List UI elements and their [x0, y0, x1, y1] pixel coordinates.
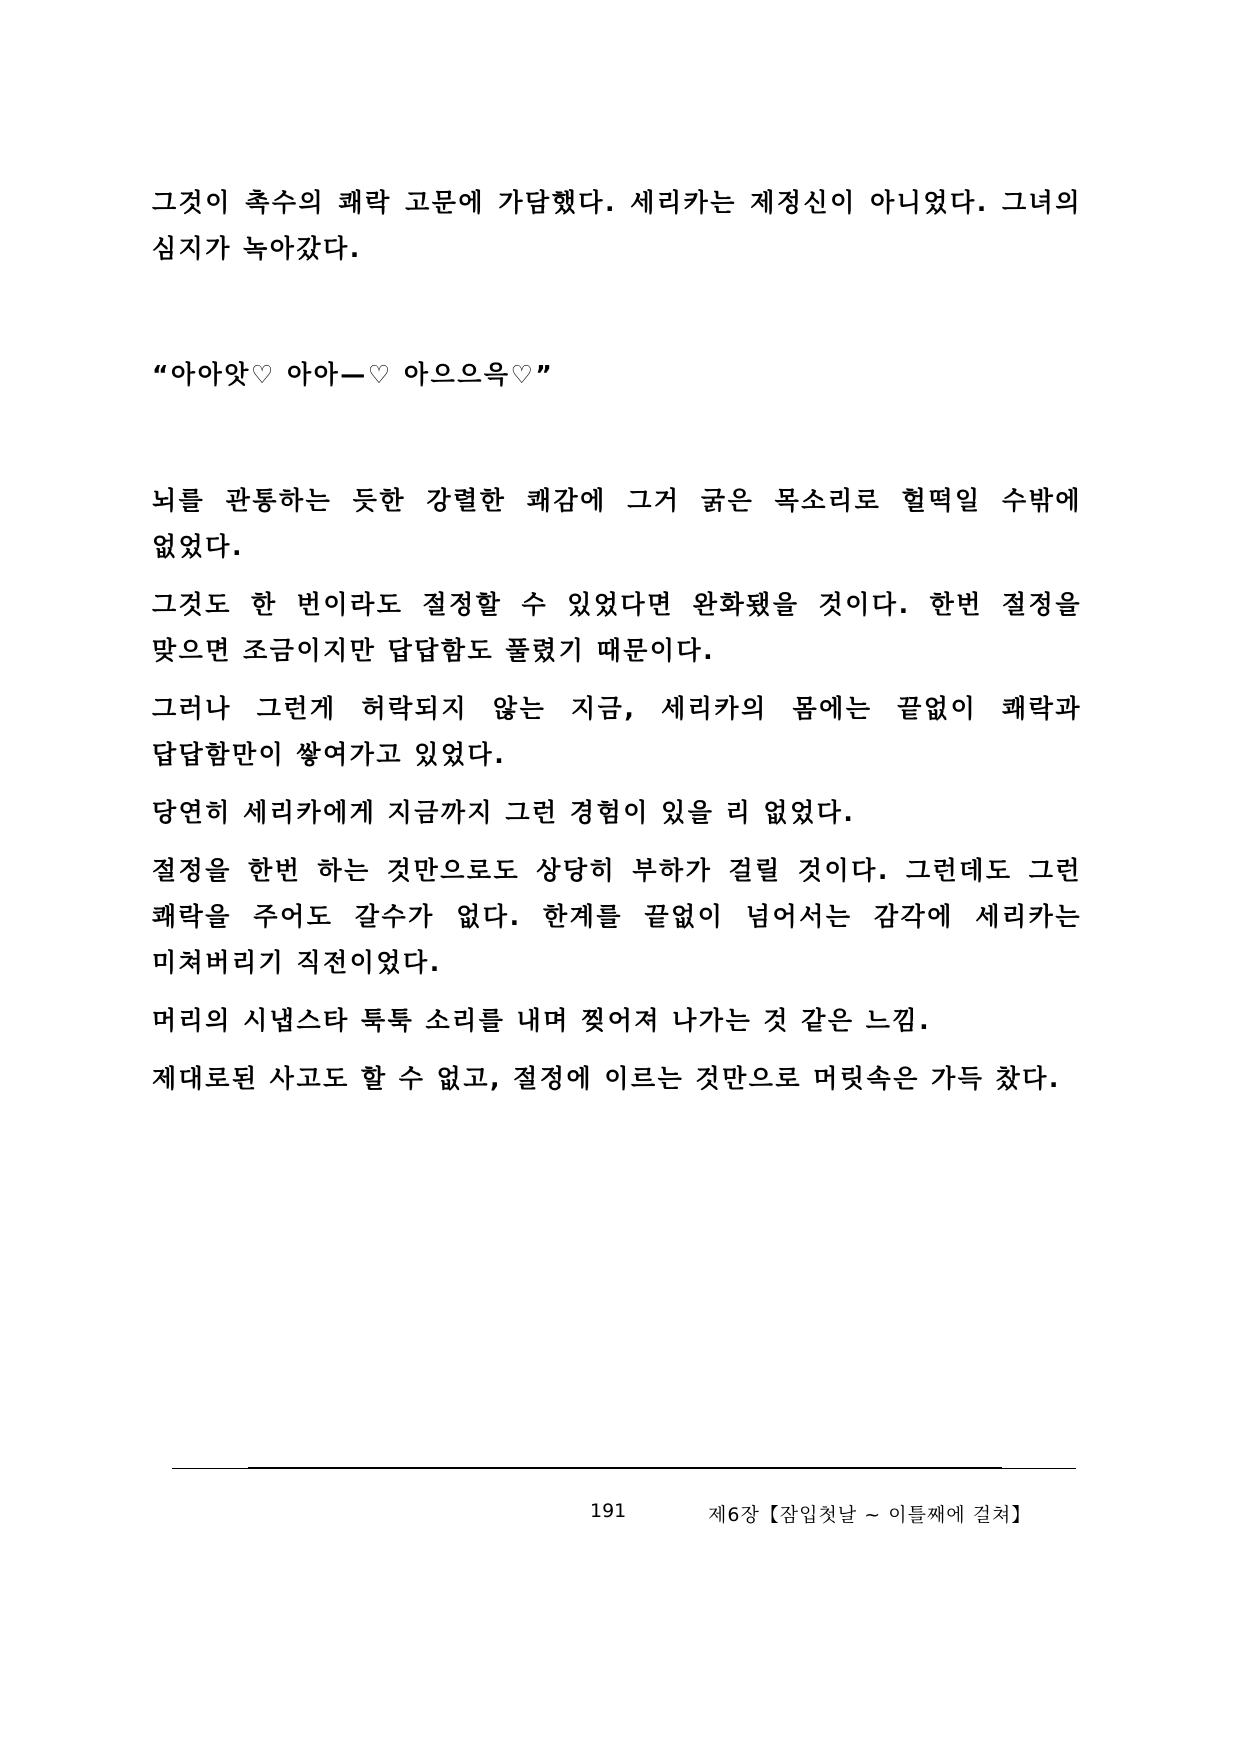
paragraph: 절정을 한번 하는 것만으로도 상당히 부하가 걸릴 것이다. 그런데도 그런 쾌락을 주어도 갈수가 없다. 한계를 끝없이 넘어서는 감각에 세리카는 미쳐버리기 직전이었다.: [152, 856, 1082, 977]
paragraph: 그것도 한 번이라도 절정할 수 있었다면 완화됐을 것이다. 한번 절정을 맞으면 조금이지만 답답함도 풀렸기 때문이다.: [152, 590, 1082, 665]
chapter-title: 제6장【잠입첫날 ~ 이틀째에 걸쳐】: [708, 1504, 1032, 1526]
page-footer: [0, 1500, 1240, 1532]
paragraph: 제대로된 사고도 할 수 없고, 절정에 이르는 것만으로 머릿속은 가득 찼다.: [152, 1064, 1061, 1093]
footer-divider-bold: [248, 1467, 1002, 1469]
page-number: 191: [590, 1500, 627, 1522]
paragraph: 그것이 촉수의 쾌락 고문에 가담했다. 세리카는 제정신이 아니었다. 그녀의 심지가 녹아갔다.: [152, 188, 1082, 263]
page-body: [152, 180, 1082, 1102]
paragraph: 그러나 그런게 허락되지 않는 지금, 세리카의 몸에는 끝없이 쾌락과 답답함만이 쌓여가고 있었다.: [152, 694, 1082, 769]
paragraph: 뇌를 관통하는 듯한 강렬한 쾌감에 그거 굵은 목소리로 헐떡일 수밖에 없었다.: [152, 486, 1082, 561]
paragraph: 당연히 세리카에게 지금까지 그런 경험이 있을 리 없었다.: [152, 798, 856, 827]
dialogue-line: “아아앗♡ 아아—♡ 아으으윽♡”: [152, 360, 555, 389]
paragraph: 머리의 시냅스타 툭툭 소리를 내며 찢어져 나가는 것 같은 느낌.: [152, 1006, 932, 1035]
